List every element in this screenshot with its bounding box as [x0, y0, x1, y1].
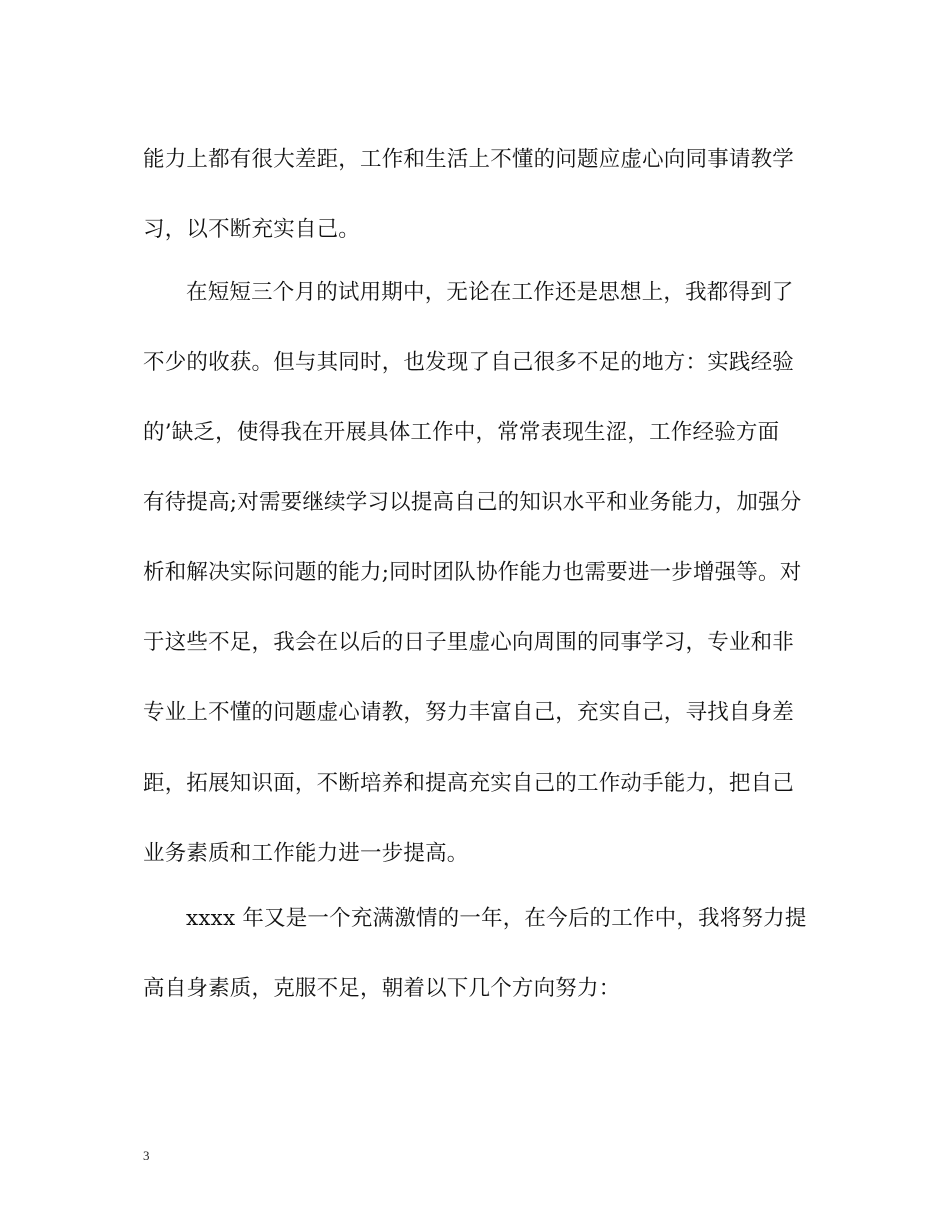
- text-line: 有待提高;对需要继续学习以提高自己的知识水平和业务能力，加强分: [143, 490, 802, 515]
- text-line: 不少的收获。但与其同时，也发现了自己很多不足的地方：实践经验: [143, 350, 795, 375]
- text-line: 距，拓展知识面，不断培养和提高充实自己的工作动手能力，把自己: [143, 771, 795, 796]
- paragraph-start-line: xxxx 年又是一个充满激情的一年，在今后的工作中，我将努力提: [186, 906, 807, 931]
- text-line: 析和解决实际问题的能力;同时团队协作能力也需要进一步增强等。对: [143, 560, 802, 585]
- text-line: 习，以不断充实自己。: [143, 217, 361, 242]
- text-line: 专业上不懂的问题虚心请教，努力丰富自己，充实自己，寻找自身差: [143, 700, 795, 725]
- page-number: 3: [143, 1148, 150, 1163]
- text-line: 业务素质和工作能力进一步提高。: [143, 841, 469, 866]
- text-line: 高自身素质，克服不足，朝着以下几个方向努力：: [143, 976, 621, 1001]
- text-line: 于这些不足，我会在以后的日子里虚心向周围的同事学习，专业和非: [143, 630, 795, 655]
- text-line: 的’缺乏，使得我在开展具体工作中，常常表现生涩，工作经验方面: [143, 420, 780, 445]
- text-line: 能力上都有很大差距，工作和生活上不懂的问题应虚心向同事请教学: [143, 147, 795, 172]
- paragraph-start-line: 在短短三个月的试用期中，无论在工作还是思想上，我都得到了: [186, 280, 794, 305]
